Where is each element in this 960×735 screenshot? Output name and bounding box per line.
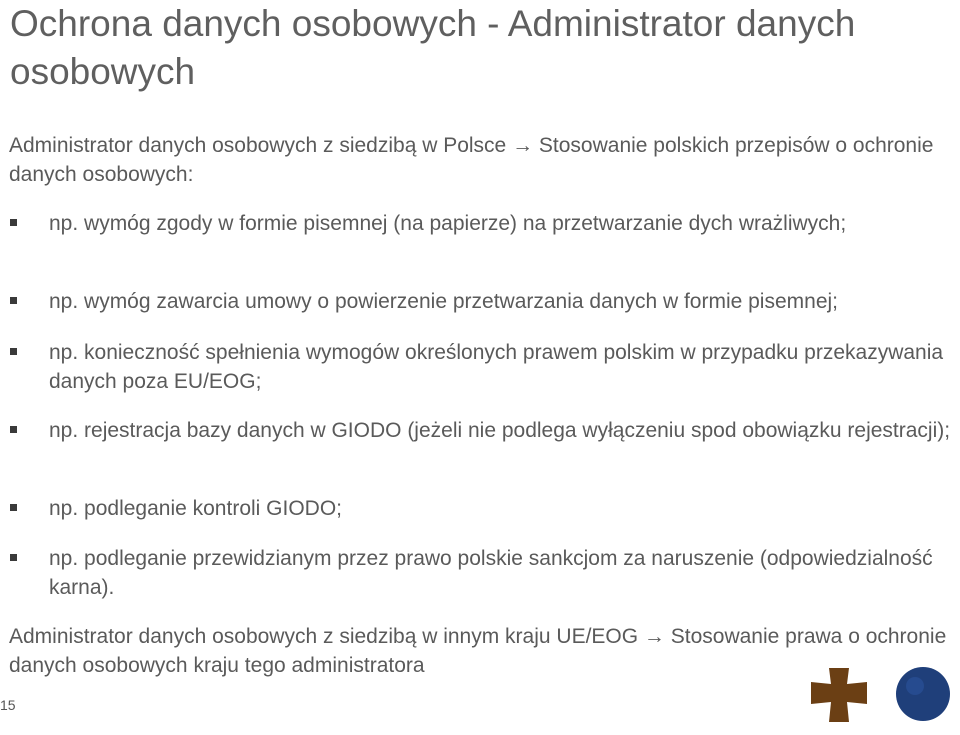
bullet-item [49,416,954,445]
bullet-item [49,209,954,238]
closing-paragraph: Administrator danych osobowych z siedzibą w innym kraju UE/EOG → Stosowanie prawa o ochronie danych osobowych kraju tego administratora [9,625,947,677]
logo-graphics [805,660,955,730]
bullet-item [49,544,954,602]
cross-logo-icon [811,668,867,722]
square-bullet-icon [10,219,17,226]
bullet-text: np. konieczność spełnienia wymogów określonych prawem polskim w przypadku przekazywania danych poza EU/EOG; [49,341,944,393]
bullet-text: np. podleganie kontroli GIODO; [49,497,342,520]
intro-paragraph: Administrator danych osobowych z siedzibą w Polsce → Stosowanie polskich przepisów o ochronie danych osobowych: [9,134,934,186]
bullet-text: np. wymóg zgody w formie pisemnej (na papierze) na przetwarzanie dych wrażliwych; [49,212,847,235]
square-bullet-icon [10,297,17,304]
bullet-text: np. rejestracja bazy danych w GIODO (jeżeli nie podlega wyłączeniu spod obowiązku rejestracji); [49,419,951,442]
square-bullet-icon [10,348,17,355]
bullet-text: np. podleganie przewidzianym przez prawo polskie sankcjom za naruszenie (odpowiedzialność karna). [49,547,933,599]
logo-area [805,660,955,730]
bullet-item [49,338,954,396]
bullet-item [49,494,954,523]
bullet-item [49,287,954,316]
slide-title: Ochrona danych osobowych - Administrator danych osobowych [10,3,856,92]
square-bullet-icon [10,554,17,561]
square-bullet-icon [10,426,17,433]
bullet-text: np. wymóg zawarcia umowy o powierzenie przetwarzania danych w formie pisemnej; [49,290,839,313]
square-bullet-icon [10,504,17,511]
circle-logo-icon [896,667,950,721]
page-number: 15 [0,697,16,713]
